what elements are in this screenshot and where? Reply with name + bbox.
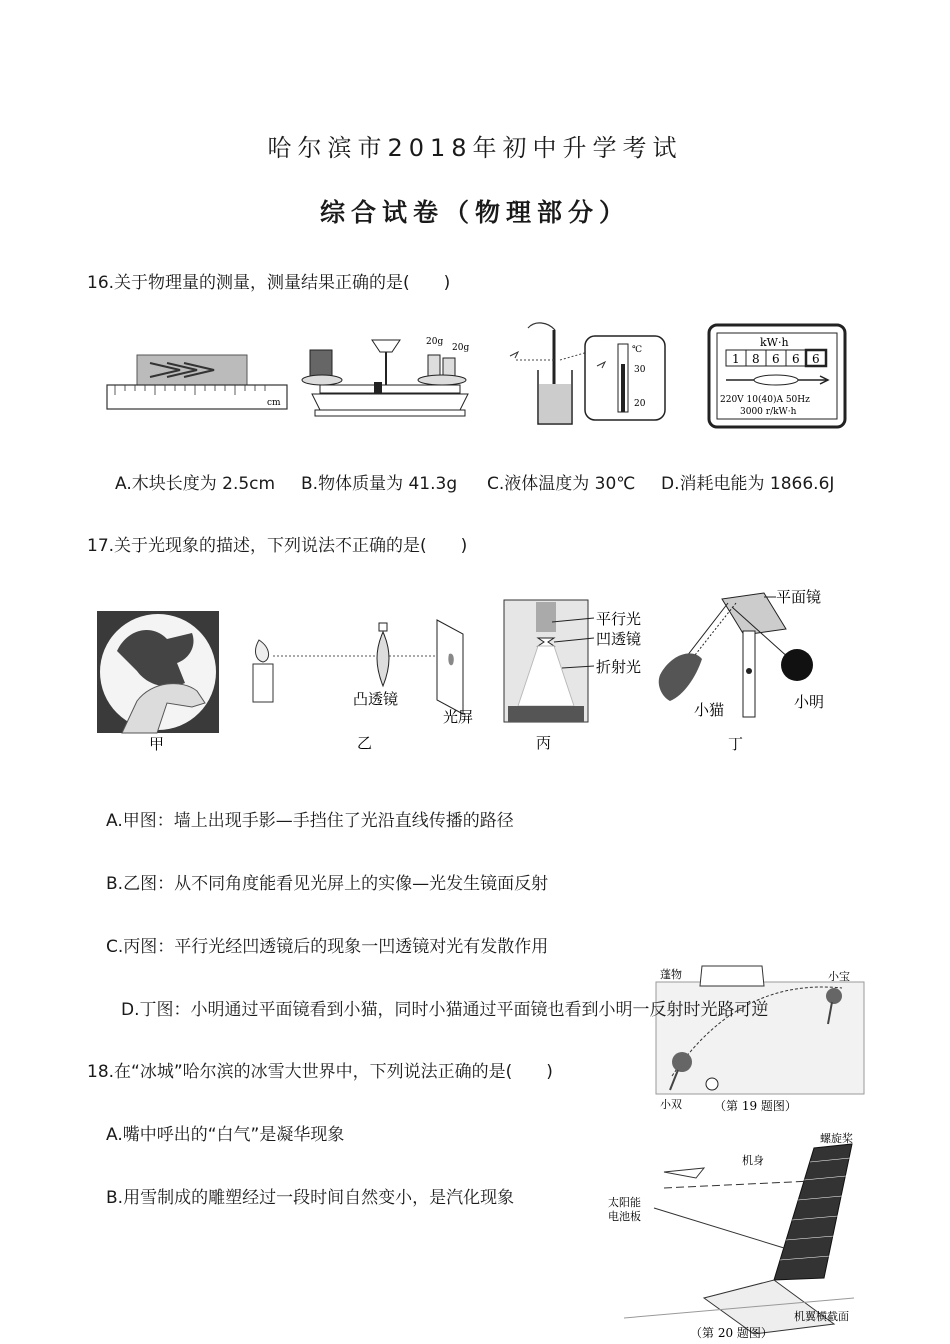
weight-label-2: 20g bbox=[452, 343, 470, 353]
fig20-caption: （第 20 题图） bbox=[690, 1326, 773, 1340]
q17-option-a: A.甲图：墙上出现手影—手挡住了光沿直线传播的路径 bbox=[106, 811, 514, 831]
parallel-light-label: 平行光 bbox=[596, 610, 642, 628]
exam-title: 哈尔滨市2018年初中升学考试 bbox=[267, 134, 683, 162]
fig-balance bbox=[300, 330, 480, 425]
exam-subtitle: 综合试卷（物理部分） bbox=[319, 198, 630, 227]
fig-jia-hand-shadow bbox=[97, 611, 222, 753]
q17-option-d: D.丁图：小明通过平面镜看到小猫，同时小猫通过平面镜也看到小明一反射时光路可逆 bbox=[121, 1000, 769, 1020]
thermo-tick-high: 30 bbox=[634, 365, 646, 375]
fig20-body: 机身 bbox=[742, 1154, 764, 1167]
fig-thermometer bbox=[500, 320, 690, 430]
ruler-unit: cm bbox=[267, 398, 281, 408]
fig-energy-meter bbox=[708, 324, 846, 428]
fig19-label-bottom: 小双 bbox=[660, 1098, 682, 1111]
meter-digit-1: 1 bbox=[732, 352, 740, 366]
q18-option-b: B.用雪制成的雕塑经过一段时间自然变小，是汽化现象 bbox=[106, 1188, 515, 1208]
q17-stem: 17.关于光现象的描述，下列说法不正确的是( ) bbox=[87, 536, 468, 556]
thermo-unit: ℃ bbox=[632, 345, 643, 355]
refracted-light-label: 折射光 bbox=[596, 658, 642, 676]
screen-label: 光屏 bbox=[443, 708, 474, 726]
meter-digit-4: 6 bbox=[792, 352, 800, 366]
fig-ding-label: 丁 bbox=[728, 735, 744, 753]
q17-option-b: B.乙图：从不同角度能看见光屏上的实像—光发生镜面反射 bbox=[106, 874, 549, 894]
plane-mirror-label: 平面镜 bbox=[776, 588, 822, 606]
concave-lens-label: 凹透镜 bbox=[596, 630, 642, 648]
q16-option-b: B.物体质量为 41.3g bbox=[301, 474, 458, 494]
fig-20 bbox=[604, 1128, 874, 1342]
fig19-caption: （第 19 题图） bbox=[714, 1099, 797, 1113]
cat-label: 小猫 bbox=[694, 701, 725, 719]
fig20-propeller: 螺旋桨 bbox=[820, 1132, 853, 1145]
meter-digit-2: 8 bbox=[752, 352, 760, 366]
xiaoming-label: 小明 bbox=[794, 693, 825, 711]
fig-bing-label: 丙 bbox=[536, 734, 552, 752]
meter-spec: 220V 10(40)A 50Hz bbox=[720, 395, 810, 405]
q16-option-c: C.液体温度为 30℃ bbox=[487, 474, 636, 494]
fig-ruler bbox=[105, 355, 290, 415]
fig20-wing: 机翼横截面 bbox=[794, 1310, 849, 1323]
fig-bing-concave bbox=[502, 598, 662, 756]
q16-stem: 16.关于物理量的测量，测量结果正确的是( ) bbox=[87, 273, 451, 293]
meter-digit-3: 6 bbox=[772, 352, 780, 366]
fig19-label-right: 小宝 bbox=[828, 970, 850, 983]
fig19-label-left: 蓬物 bbox=[660, 968, 682, 981]
fig-jia-label: 甲 bbox=[149, 735, 165, 753]
fig20-panel-line2: 电池板 bbox=[608, 1210, 641, 1223]
fig-yi-label: 乙 bbox=[357, 734, 373, 752]
q16-option-d: D.消耗电能为 1866.6J bbox=[661, 474, 835, 494]
q18-stem: 18.在“冰城”哈尔滨的冰雪大世界中，下列说法正确的是( ) bbox=[87, 1062, 553, 1082]
weight-label-1: 20g bbox=[426, 337, 444, 347]
fig-yi-lens bbox=[245, 620, 485, 755]
fig20-panel-line1: 太阳能 bbox=[608, 1196, 641, 1209]
meter-digit-5: 6 bbox=[812, 352, 820, 366]
fig-ding-mirror bbox=[640, 585, 840, 755]
q17-option-c: C.丙图：平行光经凹透镜后的现象一凹透镜对光有发散作用 bbox=[106, 937, 549, 957]
thermo-tick-low: 20 bbox=[634, 399, 646, 409]
meter-unit: kW·h bbox=[760, 336, 789, 349]
convex-lens-label: 凸透镜 bbox=[353, 690, 399, 708]
q18-option-a: A.嘴中呼出的“白气”是凝华现象 bbox=[106, 1125, 345, 1145]
meter-rate: 3000 r/kW·h bbox=[740, 407, 797, 417]
fig-19 bbox=[652, 962, 872, 1122]
q16-option-a: A.木块长度为 2.5cm bbox=[115, 474, 276, 494]
